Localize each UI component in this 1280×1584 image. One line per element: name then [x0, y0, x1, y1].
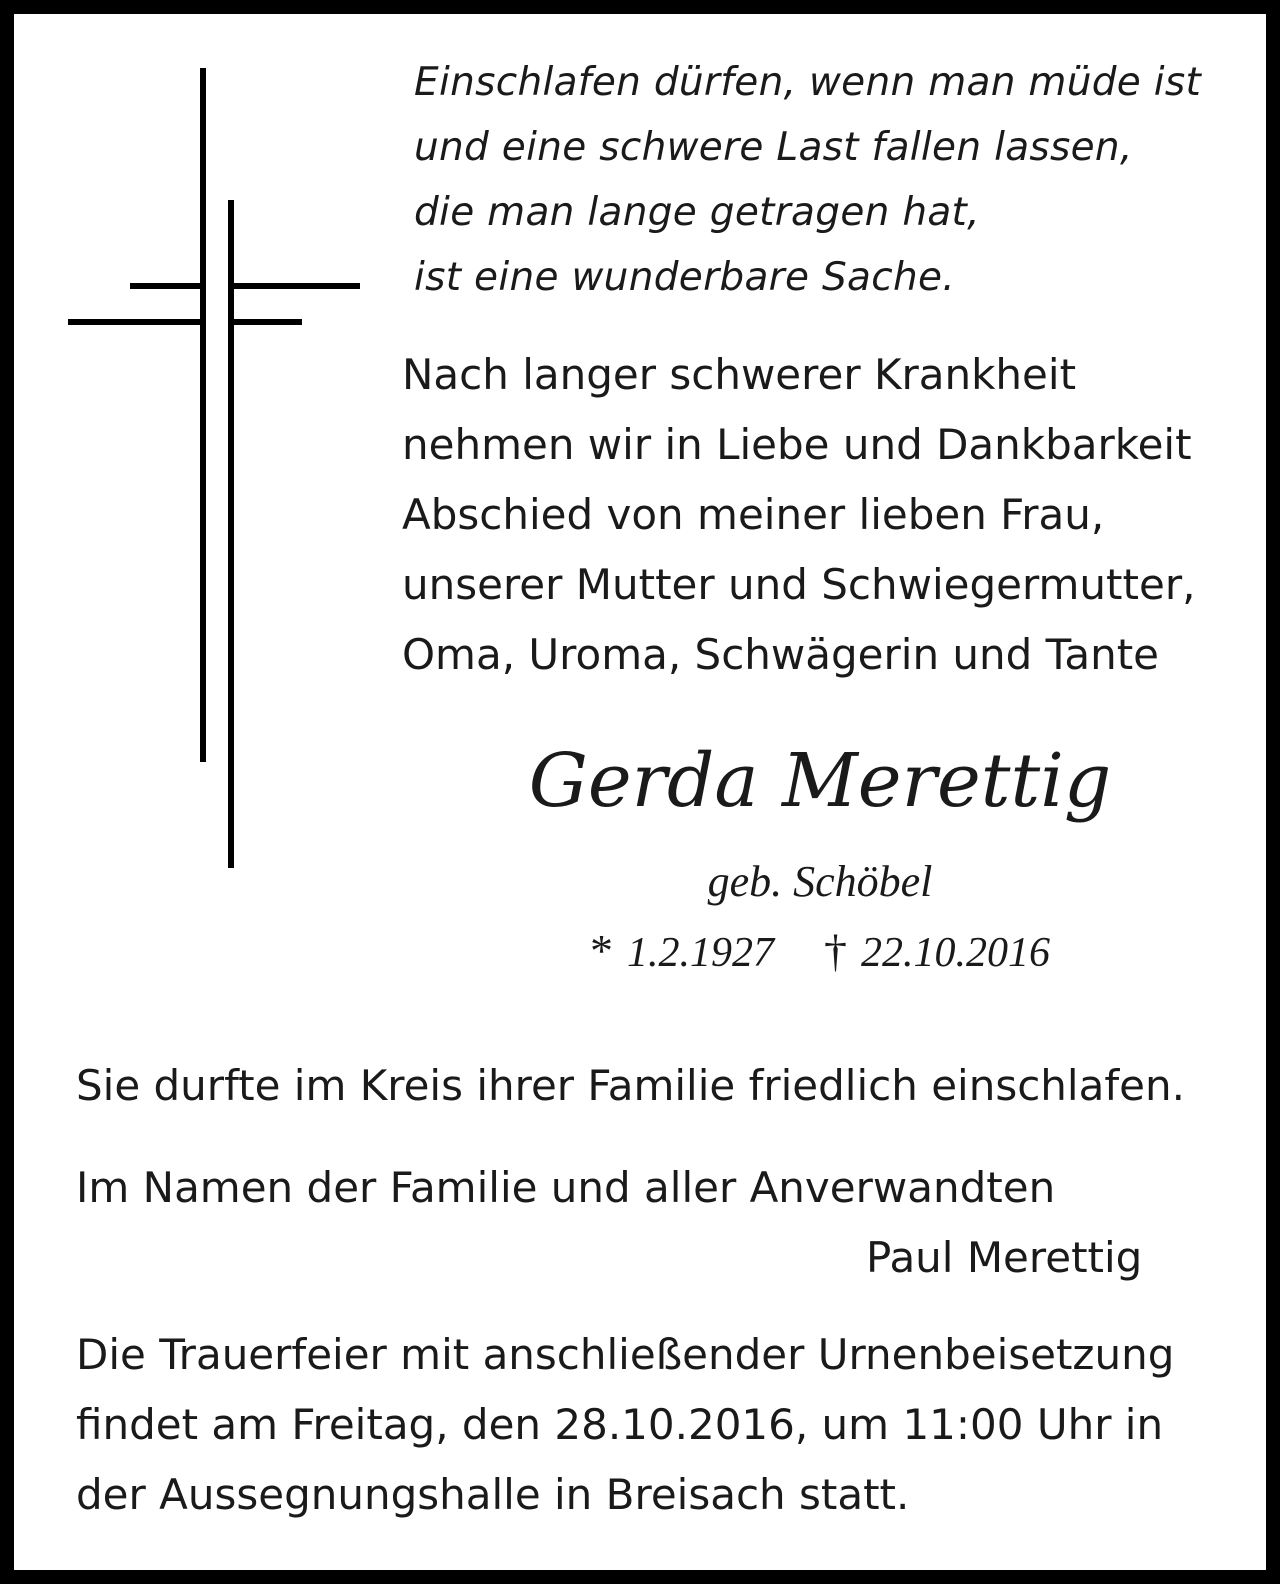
intro-line: unserer Mutter und Schwiegermutter, — [402, 560, 1196, 609]
intro-line: Nach langer schwerer Krankheit — [402, 350, 1077, 399]
intro-line: nehmen wir in Liebe und Dankbarkeit — [402, 420, 1192, 469]
funeral-line: Die Trauerfeier mit anschließender Urnenbeisetzung — [76, 1330, 1175, 1379]
cross-icon — [60, 62, 370, 882]
death-cross-icon: † — [824, 925, 847, 976]
deceased-name: Gerda Merettig — [528, 738, 1112, 824]
closing-statement: Sie durfte im Kreis ihrer Familie friedlich einschlafen. — [76, 1061, 1185, 1110]
signer-name: Paul Merettig — [866, 1233, 1143, 1282]
intro-line: Abschied von meiner lieben Frau, — [402, 490, 1105, 539]
funeral-line: findet am Freitag, den 28.10.2016, um 11:00 Uhr in — [76, 1400, 1164, 1449]
born-name: geb. Schöbel — [707, 857, 933, 906]
on-behalf-line: Im Namen der Familie und aller Anverwandten — [76, 1163, 1056, 1212]
poem — [414, 50, 1234, 310]
poem-line: Einschlafen dürfen, wenn man müde ist — [414, 60, 1202, 105]
birth-date: 1.2.1927 — [627, 930, 774, 976]
funeral-line: der Aussegnungshalle in Breisach statt. — [76, 1470, 910, 1519]
intro-line: Oma, Uroma, Schwägerin und Tante — [402, 630, 1160, 679]
death-date: 22.10.2016 — [861, 930, 1050, 976]
funeral-notice — [76, 1320, 1226, 1530]
intro-text — [402, 340, 1242, 690]
poem-line: ist eine wunderbare Sache. — [414, 255, 955, 300]
poem-line: und eine schwere Last fallen lassen, — [414, 125, 1133, 170]
birth-star-icon: * — [590, 925, 613, 976]
life-dates — [400, 924, 1240, 977]
poem-line: die man lange getragen hat, — [414, 190, 980, 235]
